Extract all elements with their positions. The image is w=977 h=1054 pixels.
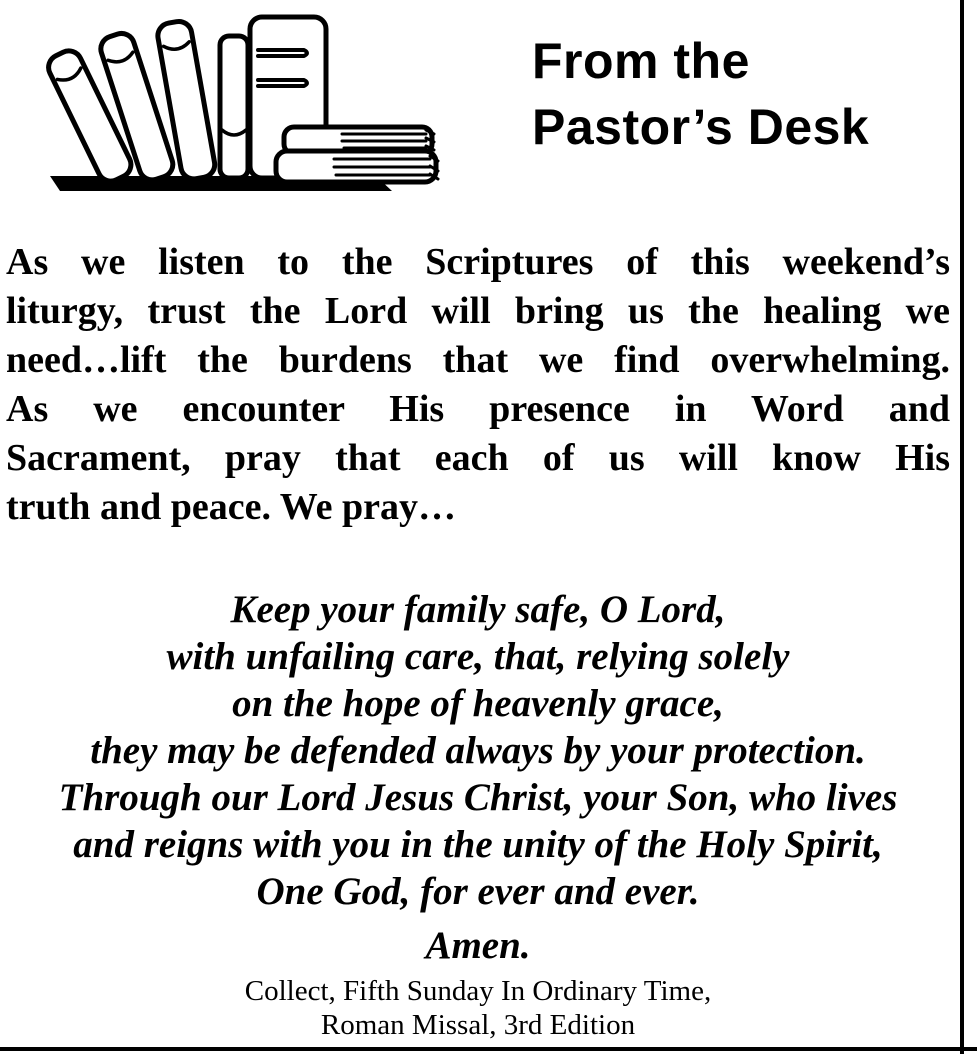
prayer-line: Through our Lord Jesus Christ, your Son, who lives: [58, 776, 898, 819]
masthead-line-2: Pastor’s Desk: [532, 99, 870, 155]
intro-line: As we encounter His presence in Word and: [6, 388, 950, 430]
attribution-line-2: Roman Missal, 3rd Edition: [320, 1009, 636, 1041]
intro-paragraph: [6, 238, 950, 532]
prayer-line: Keep your family safe, O Lord,: [230, 588, 726, 631]
prayer-line: One God, for ever and ever.: [256, 870, 700, 913]
masthead-line-1: From the: [532, 33, 750, 89]
prayer-line: they may be defended always by your protection.: [90, 729, 866, 772]
intro-line: need…lift the burdens that we find overwhelming.: [6, 339, 950, 381]
page-right-border: [960, 0, 964, 1054]
prayer-amen: Amen.: [425, 924, 531, 967]
collect-prayer: [6, 586, 950, 969]
books-illustration: [42, 10, 442, 202]
prayer-attribution: [6, 974, 950, 1042]
prayer-line: and reigns with you in the unity of the Holy Spirit,: [73, 823, 883, 866]
header-section: [6, 6, 950, 202]
intro-line: truth and peace. We pray…: [6, 486, 457, 528]
prayer-line: with unfailing care, that, relying solely: [166, 635, 790, 678]
intro-line: liturgy, trust the Lord will bring us the healing we: [6, 290, 950, 332]
page-bottom-border: [0, 1047, 977, 1051]
attribution-line-1: Collect, Fifth Sunday In Ordinary Time,: [244, 975, 712, 1007]
intro-line: Sacrament, pray that each of us will know His: [6, 437, 950, 479]
intro-line: As we listen to the Scriptures of this weekend’s: [6, 241, 950, 283]
prayer-line: on the hope of heavenly grace,: [232, 682, 724, 725]
books-icon: [42, 10, 442, 197]
masthead-title: [532, 6, 869, 160]
